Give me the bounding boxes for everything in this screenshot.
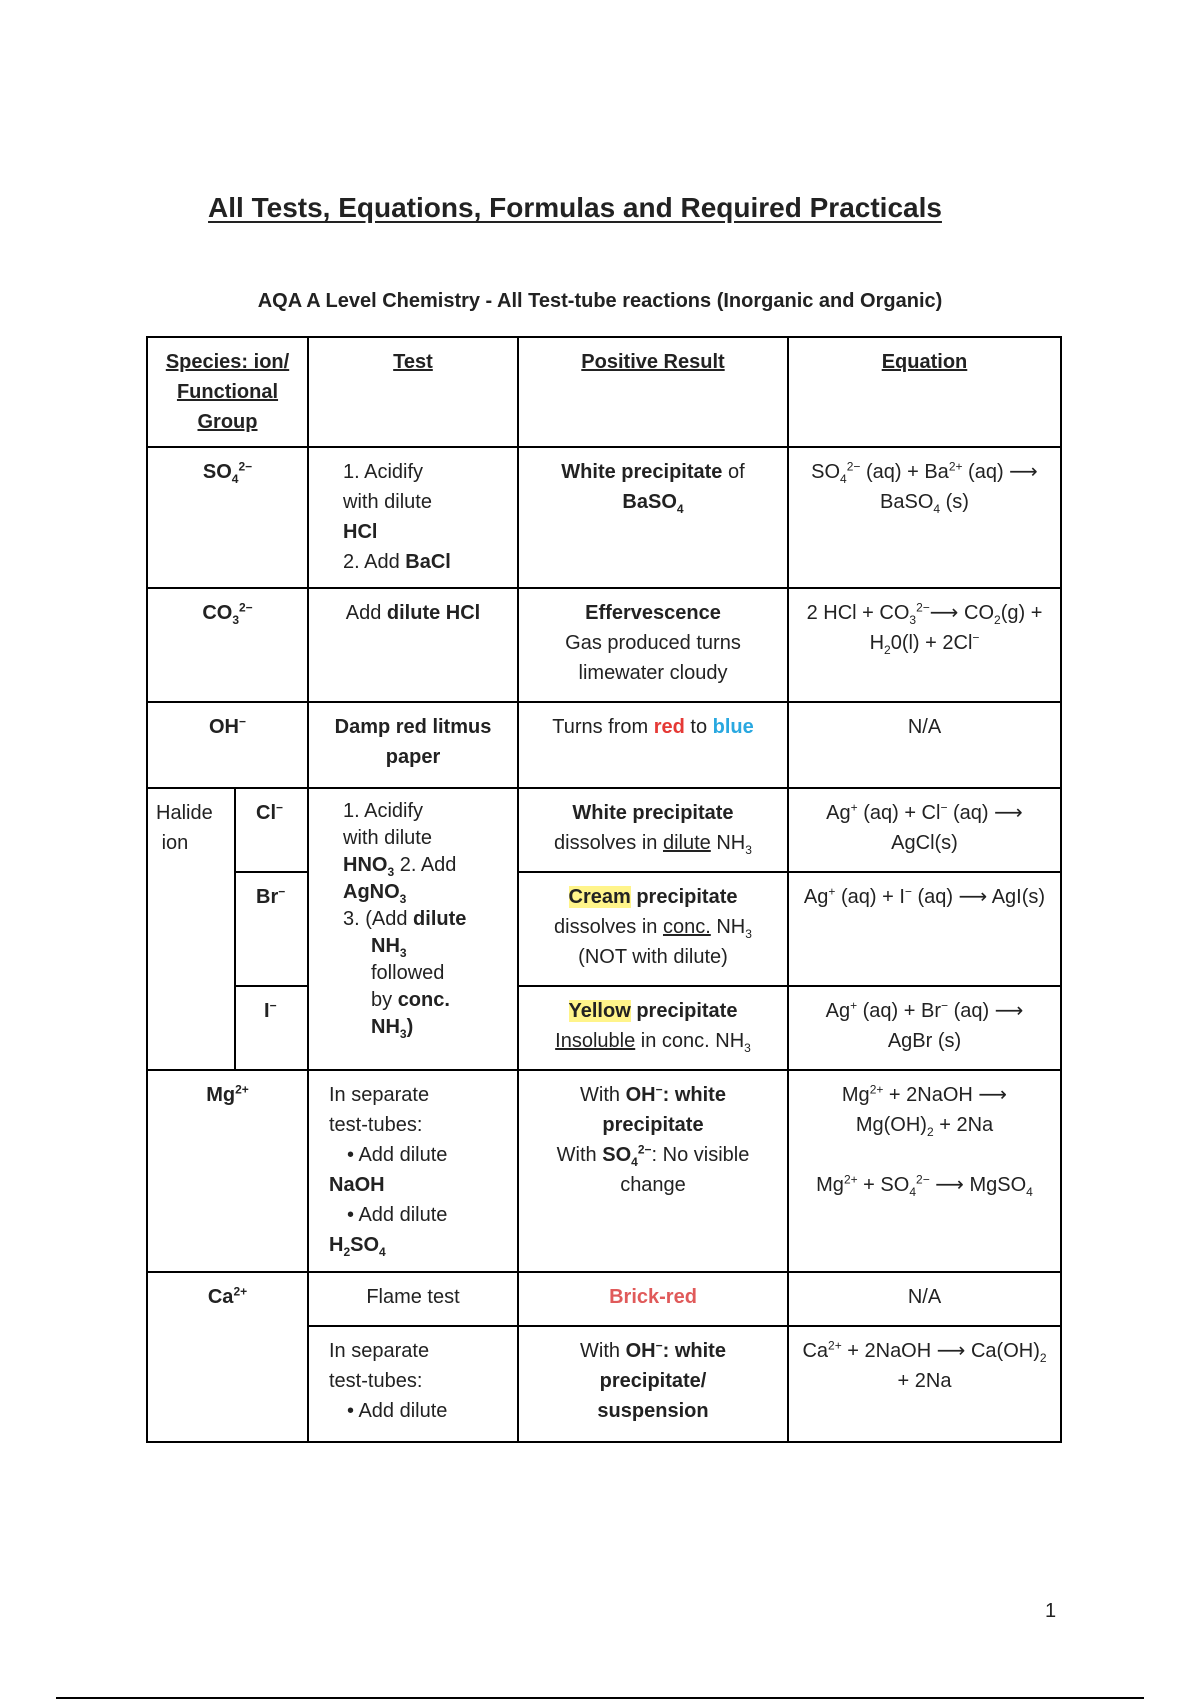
equation-bromide: Ag+ (aq) + I− (aq) ⟶ AgI(s) (788, 872, 1061, 986)
equation-iodide: Ag+ (aq) + Br− (aq) ⟶ AgBr (s) (788, 986, 1061, 1070)
table-row-carbonate (147, 588, 1061, 702)
footer-divider (56, 1697, 1144, 1699)
equation-hydroxide: N/A (788, 702, 1061, 788)
test-calcium-flame: Flame test (308, 1272, 518, 1326)
result-sulfate: White precipitate of BaSO$_4$ (518, 447, 788, 588)
table-row-calcium-flame (147, 1272, 1061, 1326)
result-carbonate: Effervescence Gas produced turns limewater cloudy (518, 588, 788, 702)
equation-sulfate: $SO_4^{2-}$ $(aq) + Ba^{2+}$ (aq) ⟶ BaSO$_4$ (s) (788, 447, 1061, 588)
species-carbonate: $CO_3^{2-}$ (147, 588, 308, 702)
species-iodide: I− (235, 986, 308, 1070)
header-row (147, 337, 1061, 447)
test-carbonate: Add dilute HCl (308, 588, 518, 702)
equation-calcium-hydroxide: $Ca^{2+}$ + 2NaOH ⟶ $Ca(OH)_2$ + 2Na (788, 1326, 1061, 1442)
equation-carbonate: 2 HCl + $CO_3^{2-}⟶$ $CO_2(g)$ + $H_20(l) + 2Cl^-$ (788, 588, 1061, 702)
table-row-magnesium (147, 1070, 1061, 1272)
tests-table (146, 336, 1062, 1443)
halide-label: Halide ion (147, 788, 235, 1070)
species-magnesium: $Mg^{2+}$ (147, 1070, 308, 1272)
page-title: All Tests, Equations, Formulas and Required Practicals (208, 192, 942, 223)
page-number: 1 (1045, 1600, 1057, 1622)
result-chloride: White precipitate dissolves in dilute $NH_3$ (518, 788, 788, 872)
species-sulfate: $SO_4^{2-}$ (147, 447, 308, 588)
species-bromide: Br− (235, 872, 308, 986)
equation-calcium-flame: N/A (788, 1272, 1061, 1326)
result-magnesium: With OH−: white precipitate With $SO_4^{2-}$: No visible change (518, 1070, 788, 1272)
test-hydroxide: Damp red litmus paper (308, 702, 518, 788)
result-bromide: Cream precipitate dissolves in conc. $NH_3$ (NOT with dilute) (518, 872, 788, 986)
species-chloride: Cl− (235, 788, 308, 872)
header-species: Species: ion/ Functional Group (147, 337, 308, 447)
page-subtitle: AQA A Level Chemistry - All Test-tube reactions (Inorganic and Organic) (257, 290, 943, 312)
result-iodide: Yellow precipitate Insoluble in conc. $NH_3$ (518, 986, 788, 1070)
table-row-sulfate (147, 447, 1061, 588)
test-calcium-hydroxide: In separate test-tubes: • Add dilute (308, 1326, 518, 1442)
result-calcium-flame: Brick-red (518, 1272, 788, 1326)
test-magnesium: In separate test-tubes: • Add dilute NaOH • Add dilute $H_2SO_4$ (308, 1070, 518, 1272)
species-calcium: $Ca^{2+}$ (147, 1272, 308, 1442)
result-calcium-hydroxide: With OH−: white precipitate/ suspension (518, 1326, 788, 1442)
table-row-iodide (147, 986, 1061, 1070)
table-row-hydroxide (147, 702, 1061, 788)
species-hydroxide: OH− (147, 702, 308, 788)
test-sulfate: 1. Acidify with dilute HCl 2. Add BaCl (308, 447, 518, 588)
header-test: Test (308, 337, 518, 447)
table-row-bromide (147, 872, 1061, 986)
equation-chloride: Ag+ (aq) + Cl− (aq) ⟶ AgCl(s) (788, 788, 1061, 872)
header-equation: Equation (788, 337, 1061, 447)
table-row-chloride (147, 788, 1061, 872)
test-halide: 1. Acidify with dilute $HNO_3$ 2. Add AgNO$_3$ 3. (Add dilute $NH_3$ followed by conc. $NH_3$) (308, 788, 518, 1070)
header-result: Positive Result (518, 337, 788, 447)
result-hydroxide: Turns from red to blue (518, 702, 788, 788)
equation-magnesium: $Mg^{2+}$ + 2NaOH ⟶ $Mg(OH)_2 + 2Na$ $Mg^{2+} + SO_4^{2-}$ ⟶ MgSO$_4$ (788, 1070, 1061, 1272)
